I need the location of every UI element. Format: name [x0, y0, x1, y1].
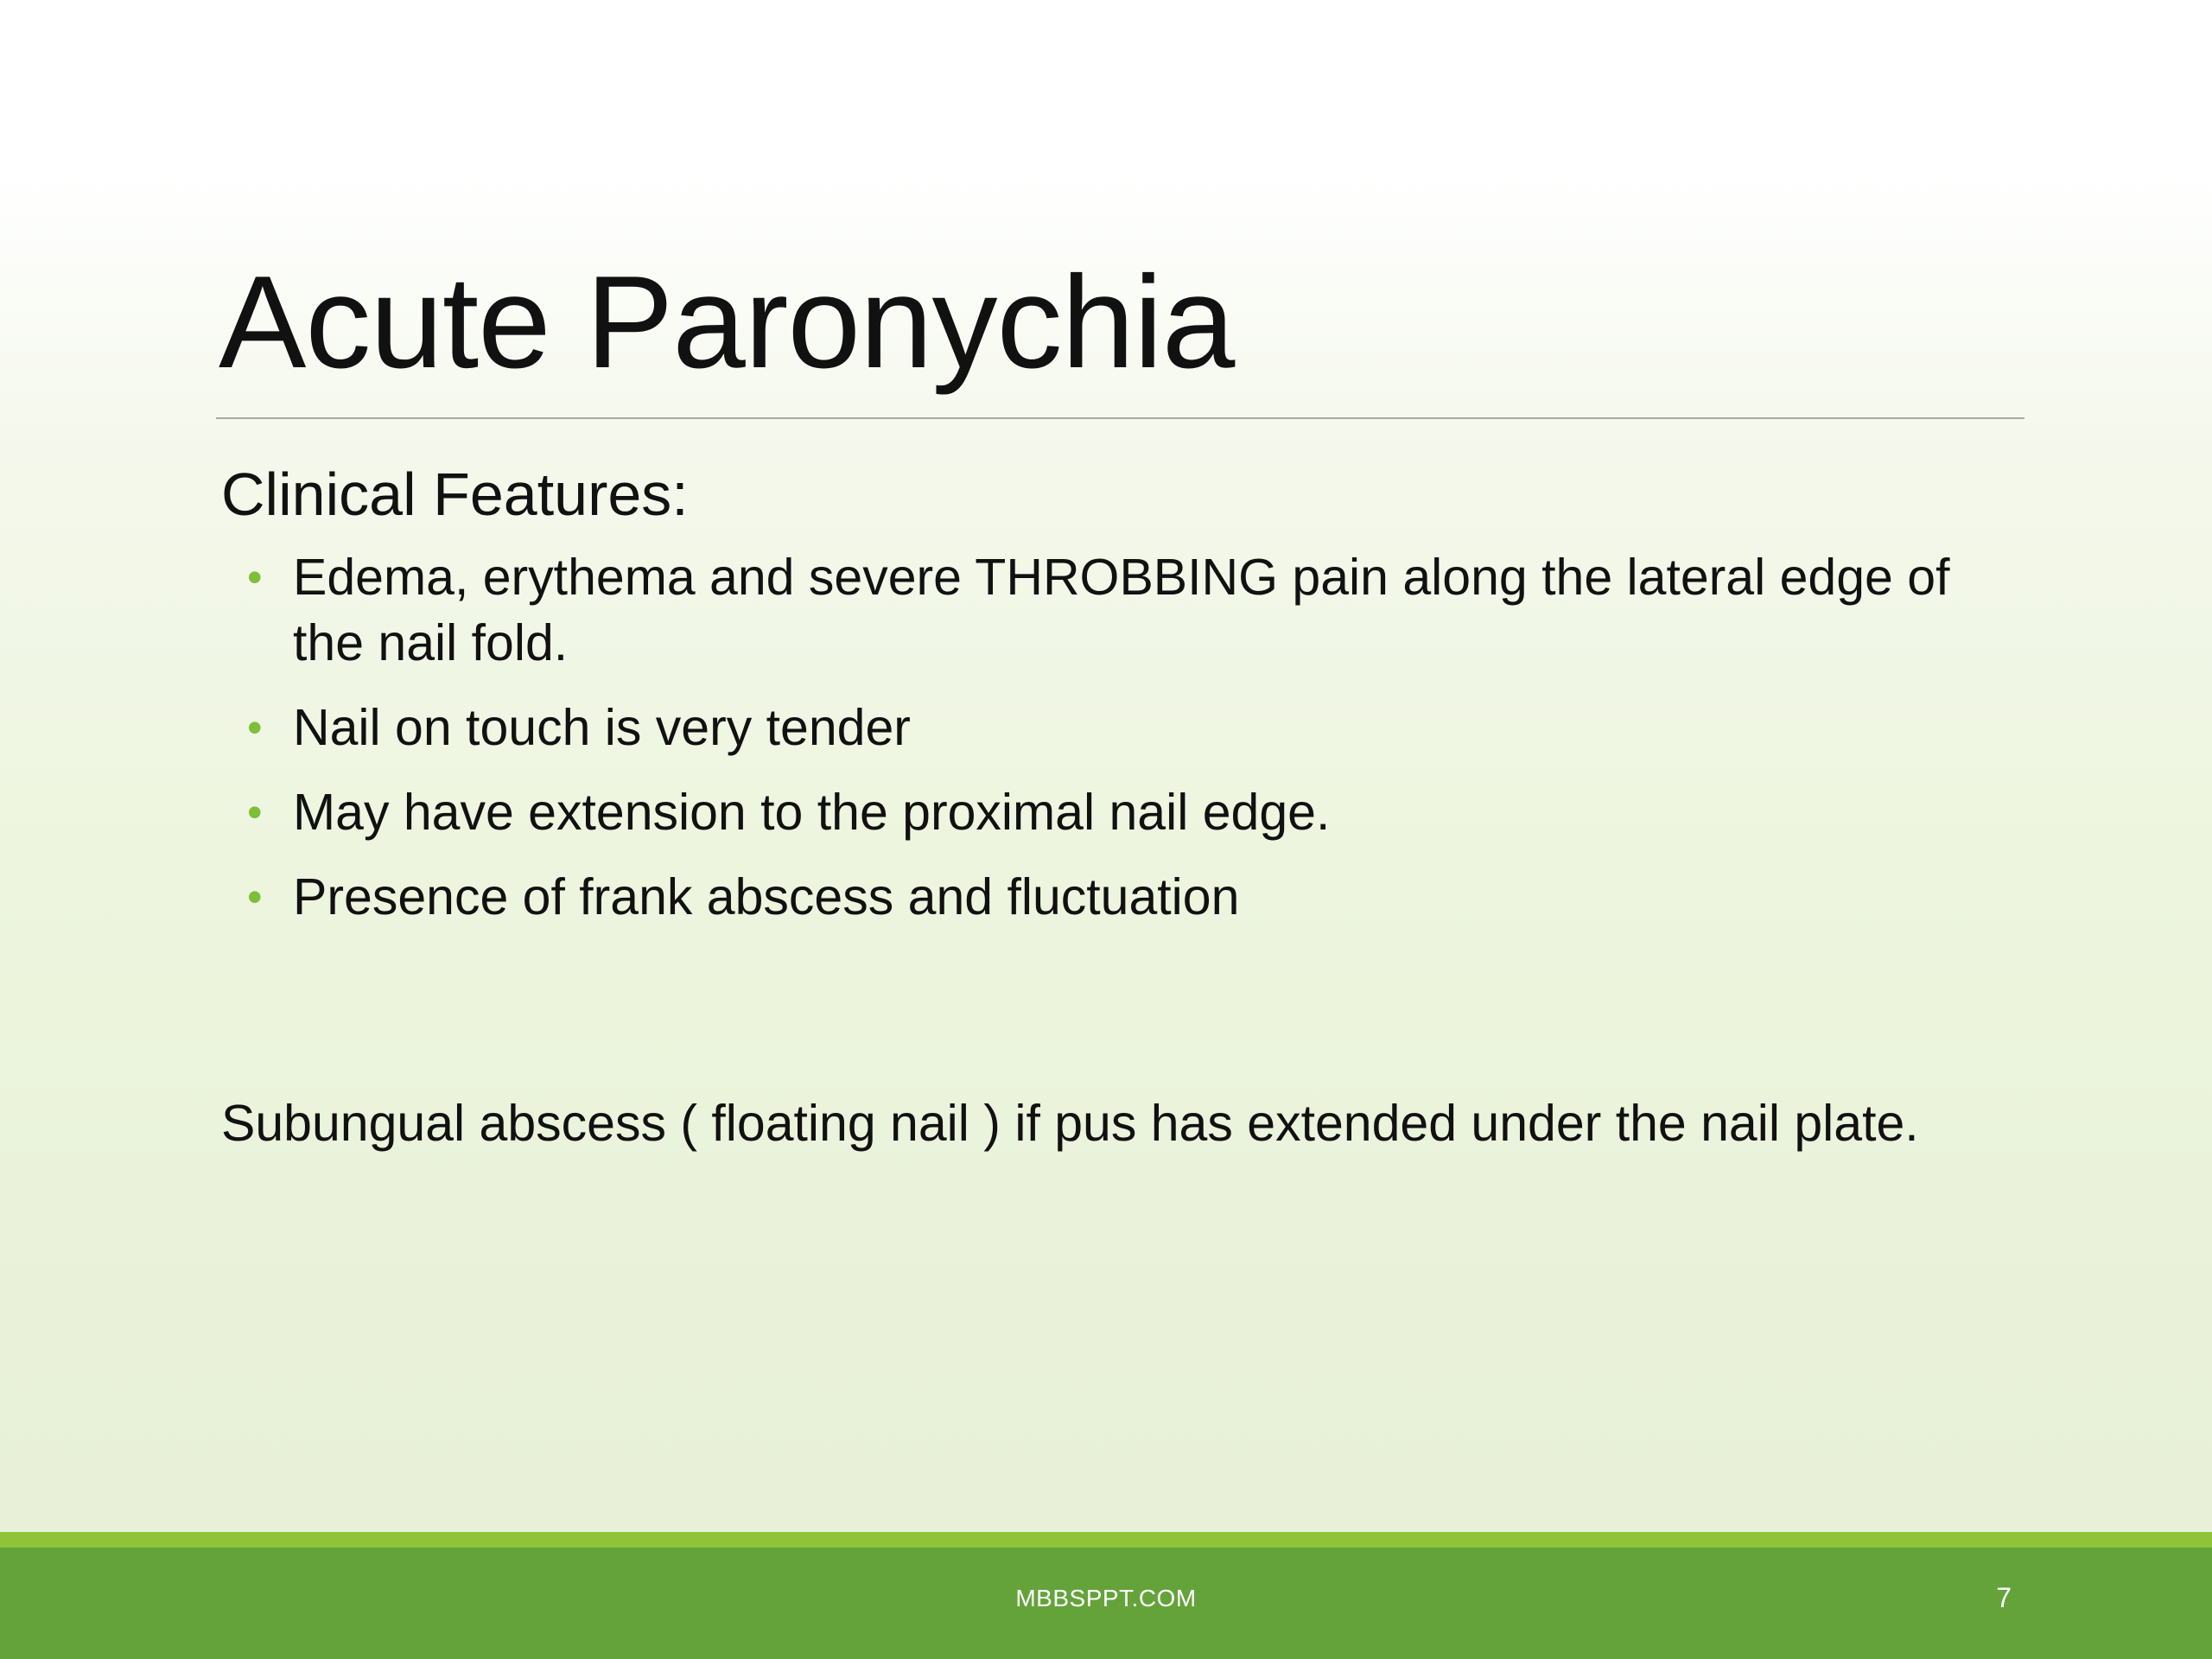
subungual-abscess-note: Subungual abscess ( floating nail ) if pus has extended under the nail plate. [221, 1095, 1919, 1152]
bullet-text: May have extension to the proximal nail edge. [293, 784, 1331, 841]
bullet-dot-icon: • [247, 788, 263, 836]
bullet-dot-icon: • [247, 873, 263, 921]
bullet-text: Nail on touch is very tender [293, 699, 911, 756]
bullet-dot-icon: • [247, 703, 263, 752]
bullet-dot-icon: • [247, 553, 263, 601]
bullet-item [221, 544, 2027, 676]
bullet-item [221, 695, 2027, 760]
bullet-item [221, 864, 2027, 930]
footer-accent-stripe [0, 1532, 2212, 1548]
footer-site-label: MBBSPPT.COM [1015, 1585, 1197, 1611]
bullet-list [221, 544, 2027, 949]
bullet-text: Presence of frank abscess and fluctuation [293, 868, 1240, 925]
page-number: 7 [1996, 1582, 2012, 1613]
title-divider [216, 417, 2024, 419]
slide-footer [0, 1548, 2212, 1659]
section-heading: Clinical Features: [221, 461, 689, 528]
bullet-item [221, 779, 2027, 845]
bullet-text: Edema, erythema and severe THROBBING pain along the lateral edge of the nail fold. [293, 549, 1950, 671]
slide-title: Acute Paronychia [219, 249, 1235, 396]
